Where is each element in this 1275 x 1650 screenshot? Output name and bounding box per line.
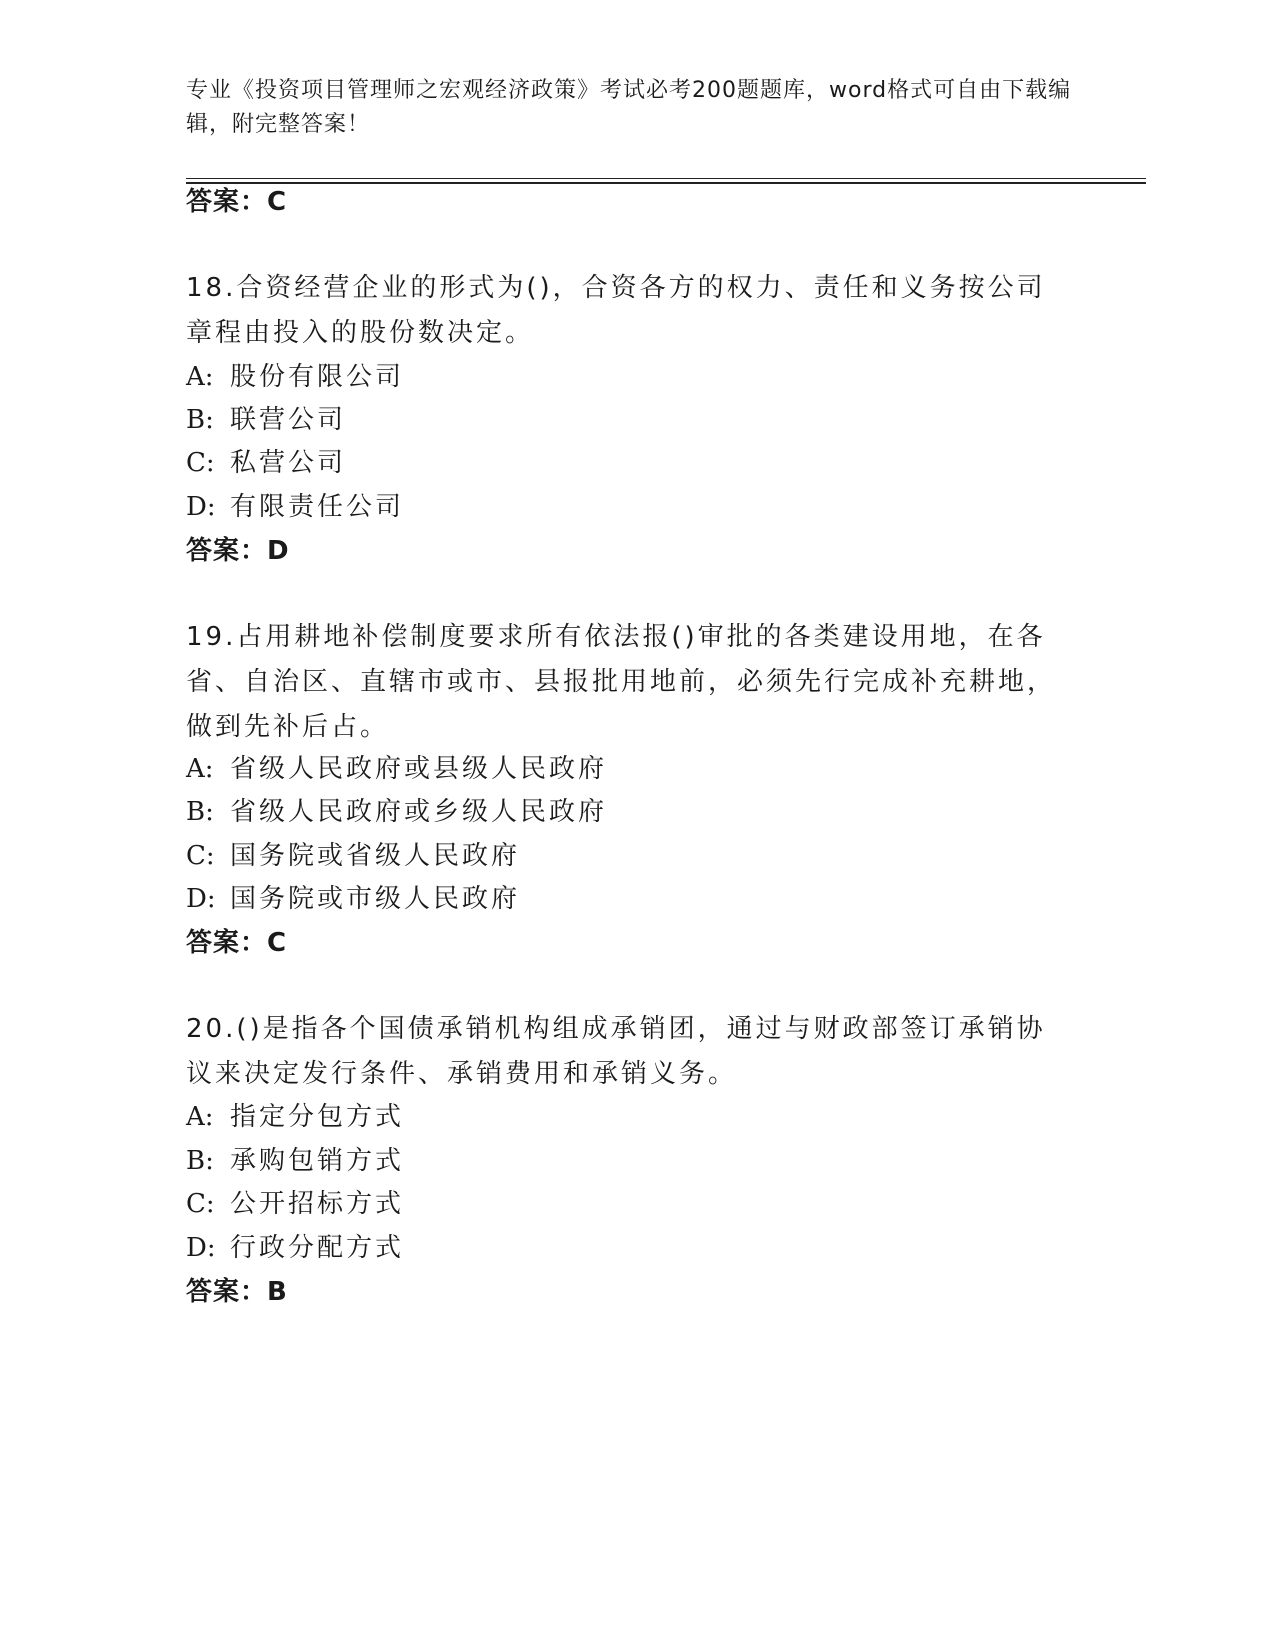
question-19-option-c: [186, 839, 520, 873]
question-18-option-b: [186, 403, 346, 437]
option-text: 公开招标方式: [230, 1189, 405, 1219]
option-text: 行政分配方式: [230, 1233, 405, 1263]
option-letter: B:: [186, 405, 214, 435]
document-header: 专业《投资项目管理师之宏观经济政策》考试必考200题题库，word格式可自由下载编辑，附完整答案！: [186, 78, 1072, 137]
header-divider-thin: [186, 178, 1146, 179]
option-letter: A:: [186, 362, 214, 392]
option-letter: B:: [186, 1146, 214, 1176]
question-18-option-c: [186, 446, 346, 480]
option-letter: A:: [186, 1102, 214, 1132]
question-20-stem: 20.()是指各个国债承销机构组成承销团，通过与财政部签订承销协议来决定发行条件、承销费用和承销义务。: [186, 1014, 1046, 1089]
option-text: 省级人民政府或乡级人民政府: [230, 797, 608, 827]
question-20-option-b: [186, 1144, 404, 1178]
question-19-option-b: [186, 795, 607, 829]
option-letter: C:: [186, 1189, 215, 1219]
option-text: 有限责任公司: [230, 492, 405, 522]
option-text: 承购包销方式: [230, 1146, 405, 1176]
option-letter: C:: [186, 841, 215, 871]
option-letter: D:: [186, 884, 216, 914]
question-18-stem: 18.合资经营企业的形式为()，合资各方的权力、责任和义务按公司章程由投入的股份数决定。: [186, 273, 1046, 348]
question-20-option-d: [186, 1231, 404, 1265]
question-19-stem: 19.占用耕地补偿制度要求所有依法报()审批的各类建设用地，在各省、自治区、直辖市或市、县报批用地前，必须先行完成补充耕地，做到先补后占。: [186, 622, 1057, 742]
option-text: 私营公司: [230, 448, 347, 478]
question-18-answer: 答案：D: [186, 536, 290, 566]
option-text: 股份有限公司: [230, 362, 405, 392]
option-text: 省级人民政府或县级人民政府: [230, 754, 608, 784]
option-text: 指定分包方式: [230, 1102, 405, 1132]
question-18-option-a: [186, 360, 404, 394]
option-text: 国务院或市级人民政府: [230, 884, 521, 914]
question-18-option-d: [186, 490, 404, 524]
previous-question-answer: 答案：C: [186, 187, 288, 217]
question-19-option-a: [186, 752, 607, 786]
question-20-option-c: [186, 1187, 404, 1221]
option-letter: C:: [186, 448, 215, 478]
question-19-option-d: [186, 882, 520, 916]
option-letter: B:: [186, 797, 214, 827]
question-19-answer: 答案：C: [186, 928, 288, 958]
question-20-option-a: [186, 1100, 404, 1134]
option-text: 国务院或省级人民政府: [230, 841, 521, 871]
option-letter: A:: [186, 754, 214, 784]
option-letter: D:: [186, 492, 216, 522]
option-text: 联营公司: [230, 405, 347, 435]
header-divider-thick: [186, 182, 1146, 184]
question-20-answer: 答案：B: [186, 1277, 288, 1307]
option-letter: D:: [186, 1233, 216, 1263]
